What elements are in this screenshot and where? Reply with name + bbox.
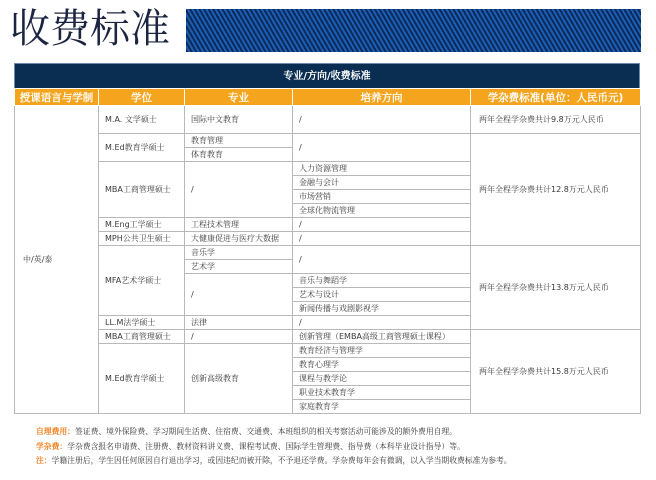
note-label: 自理费用： xyxy=(36,427,75,436)
direction-cell: 全球化物流管理 xyxy=(293,204,471,218)
col-header-fee: 学杂费标准(单位：人民币元) xyxy=(471,89,641,106)
major-cell: 创新高级教育 xyxy=(185,344,293,414)
major-cell: 艺术学 xyxy=(185,260,293,274)
page-title: 收费标准 xyxy=(10,6,170,52)
major-cell: / xyxy=(185,274,293,316)
major-cell: 法律 xyxy=(185,316,293,330)
direction-cell: 职业技术教育学 xyxy=(293,386,471,400)
note-label: 学杂费： xyxy=(36,441,68,451)
note-self-paid xyxy=(36,425,512,440)
degree-cell: M.Eng工学硕士 xyxy=(99,218,185,232)
degree-cell: M.Ed教育学硕士 xyxy=(99,134,185,162)
note-label: 注： xyxy=(36,456,52,465)
degree-cell: MBA工商管理硕士 xyxy=(99,330,185,344)
major-cell: 教育管理 xyxy=(185,134,293,148)
col-header-degree: 学位 xyxy=(99,89,185,106)
direction-cell: 教育经济与管理学 xyxy=(293,344,471,358)
col-header-direction: 培养方向 xyxy=(293,89,471,106)
direction-cell: 金融与会计 xyxy=(293,176,471,190)
note-text: 学杂费含报名申请费、注册费、教材资料讲义费、课程考试费、国际学生管理费、指导费（本科毕业设计指导）等。 xyxy=(67,441,465,451)
major-cell: / xyxy=(185,162,293,218)
major-cell: 大健康促进与医疗大数据 xyxy=(185,232,293,246)
striped-banner xyxy=(186,9,641,52)
major-cell: 工程技术管理 xyxy=(185,218,293,232)
direction-cell: 市场营销 xyxy=(293,190,471,204)
direction-cell: 艺术与设计 xyxy=(293,288,471,302)
table-row xyxy=(15,134,641,148)
col-header-major: 专业 xyxy=(185,89,293,106)
fee-cell: 两年全程学杂费共计9.8万元人民币 xyxy=(471,106,641,134)
direction-cell: / xyxy=(293,134,471,162)
direction-cell: / xyxy=(293,246,471,274)
fee-cell: 两年全程学杂费共计13.8万元人民币 xyxy=(471,246,641,330)
degree-cell: MPH公共卫生硕士 xyxy=(99,232,185,246)
column-header-row xyxy=(15,89,641,106)
fee-notes xyxy=(36,425,512,469)
direction-cell: / xyxy=(293,316,471,330)
table-row xyxy=(15,330,641,344)
major-cell: / xyxy=(185,330,293,344)
table-row xyxy=(15,246,641,260)
degree-cell: MBA工商管理硕士 xyxy=(99,162,185,218)
degree-cell: MFA艺术学硕士 xyxy=(99,246,185,316)
direction-cell: / xyxy=(293,218,471,232)
direction-cell: 课程与教学论 xyxy=(293,372,471,386)
note-remark xyxy=(36,454,512,469)
col-header-language: 授课语言与学制 xyxy=(15,89,99,106)
direction-cell: 教育心理学 xyxy=(293,358,471,372)
direction-cell: 新闻传播与戏剧影视学 xyxy=(293,302,471,316)
direction-cell: / xyxy=(293,106,471,134)
degree-cell: M.A. 文学硕士 xyxy=(99,106,185,134)
major-cell: 音乐学 xyxy=(185,246,293,260)
direction-cell: 创新管理（EMBA高级工商管理硕士课程） xyxy=(293,330,471,344)
table-main-header: 专业/方向/收费标准 xyxy=(14,63,640,88)
major-cell: 体育教育 xyxy=(185,148,293,162)
degree-cell: M.Ed教育学硕士 xyxy=(99,344,185,414)
degree-cell: LL.M法学硕士 xyxy=(99,316,185,330)
direction-cell: 音乐与舞蹈学 xyxy=(293,274,471,288)
table-row xyxy=(15,106,641,134)
fee-cell: 两年全程学杂费共计15.8万元人民币 xyxy=(471,330,641,414)
language-cell: 中/英/泰 xyxy=(15,106,99,414)
direction-cell: 人力资源管理 xyxy=(293,162,471,176)
note-tuition xyxy=(36,440,512,455)
major-cell: 国际中文教育 xyxy=(185,106,293,134)
direction-cell: / xyxy=(293,232,471,246)
fee-cell: 两年全程学杂费共计12.8万元人民币 xyxy=(471,134,641,246)
note-text: 学籍注册后，学生因任何原因自行退出学习，或因违纪而被开除，不予退还学费。学杂费每年会有微调，以入学当期收费标准为参考。 xyxy=(51,456,512,465)
fee-table xyxy=(14,63,640,414)
note-text: 签证费、境外保险费、学习期间生活费、住宿费、交通费、本班组织的相关考察活动可能涉及的额外费用自理。 xyxy=(74,427,458,436)
direction-cell: 家庭教育学 xyxy=(293,400,471,414)
